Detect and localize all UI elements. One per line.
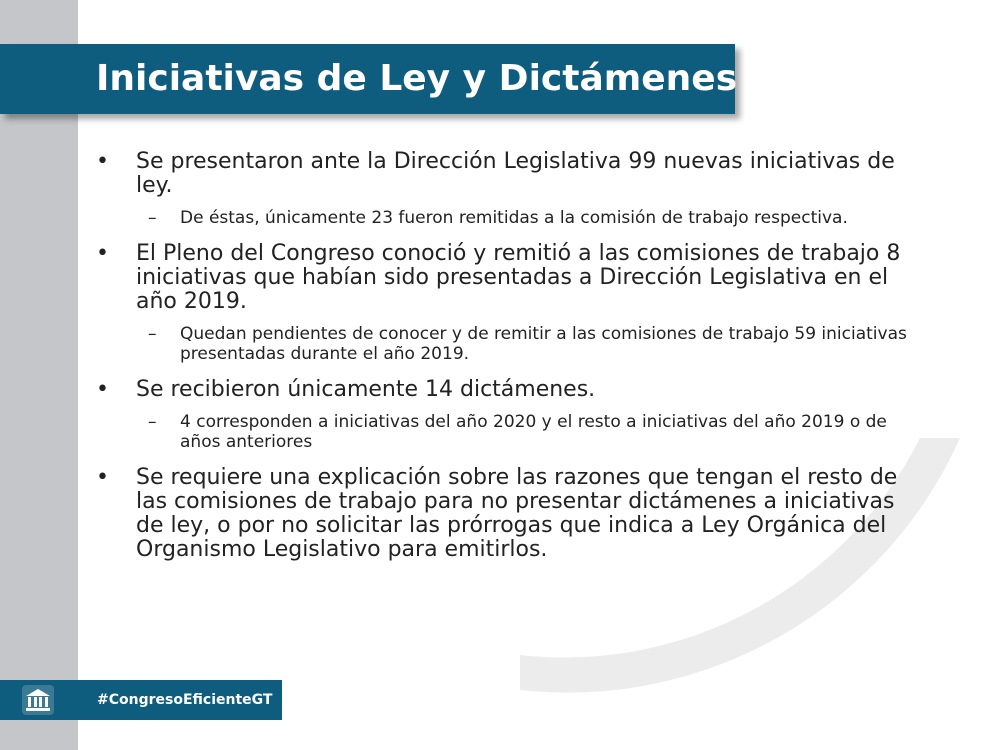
bullet-marker: •	[96, 377, 109, 402]
bullet-item	[96, 466, 926, 562]
sub-bullet-item	[96, 412, 926, 452]
bullet-item	[96, 378, 926, 402]
sub-bullet-text: Quedan pendientes de conocer y de remitir a las comisiones de trabajo 59 iniciativas presentadas durante el año 2019.	[180, 324, 907, 364]
congress-building-icon	[22, 685, 54, 715]
footer-hashtag: #CongresoEficienteGT	[97, 692, 273, 708]
footer-bar	[0, 680, 282, 720]
bullet-marker: •	[96, 465, 109, 490]
bullet-text: El Pleno del Congreso conoció y remitió a las comisiones de trabajo 8 iniciativas que habían sido presentadas a Dirección Legislativa en el año 2019.	[136, 241, 901, 314]
slide-title: Iniciativas de Ley y Dictámenes	[96, 58, 738, 99]
sub-bullet-item	[96, 324, 926, 364]
bullet-marker: •	[96, 241, 109, 266]
sub-bullet-marker: –	[148, 412, 157, 432]
sub-bullet-marker: –	[148, 208, 157, 228]
bullet-item	[96, 242, 926, 314]
bullet-text: Se requiere una explicación sobre las razones que tengan el resto de las comisiones de trabajo para no presentar dictámenes a iniciativas de ley, o por no solicitar las prórrogas que indica a Ley Orgánica del Organismo Legislativo para emitirlos.	[136, 465, 898, 562]
bullet-item	[96, 150, 926, 198]
bullet-list	[96, 150, 926, 572]
bullet-text: Se presentaron ante la Dirección Legislativa 99 nuevas iniciativas de ley.	[136, 149, 895, 198]
bullet-text: Se recibieron únicamente 14 dictámenes.	[136, 377, 596, 402]
bullet-marker: •	[96, 149, 109, 174]
sub-bullet-text: De éstas, únicamente 23 fueron remitidas a la comisión de trabajo respectiva.	[180, 208, 848, 228]
sub-bullet-marker: –	[148, 324, 157, 344]
sub-bullet-item	[96, 208, 926, 228]
sub-bullet-text: 4 corresponden a iniciativas del año 2020 y el resto a iniciativas del año 2019 o de años anteriores	[180, 412, 887, 452]
